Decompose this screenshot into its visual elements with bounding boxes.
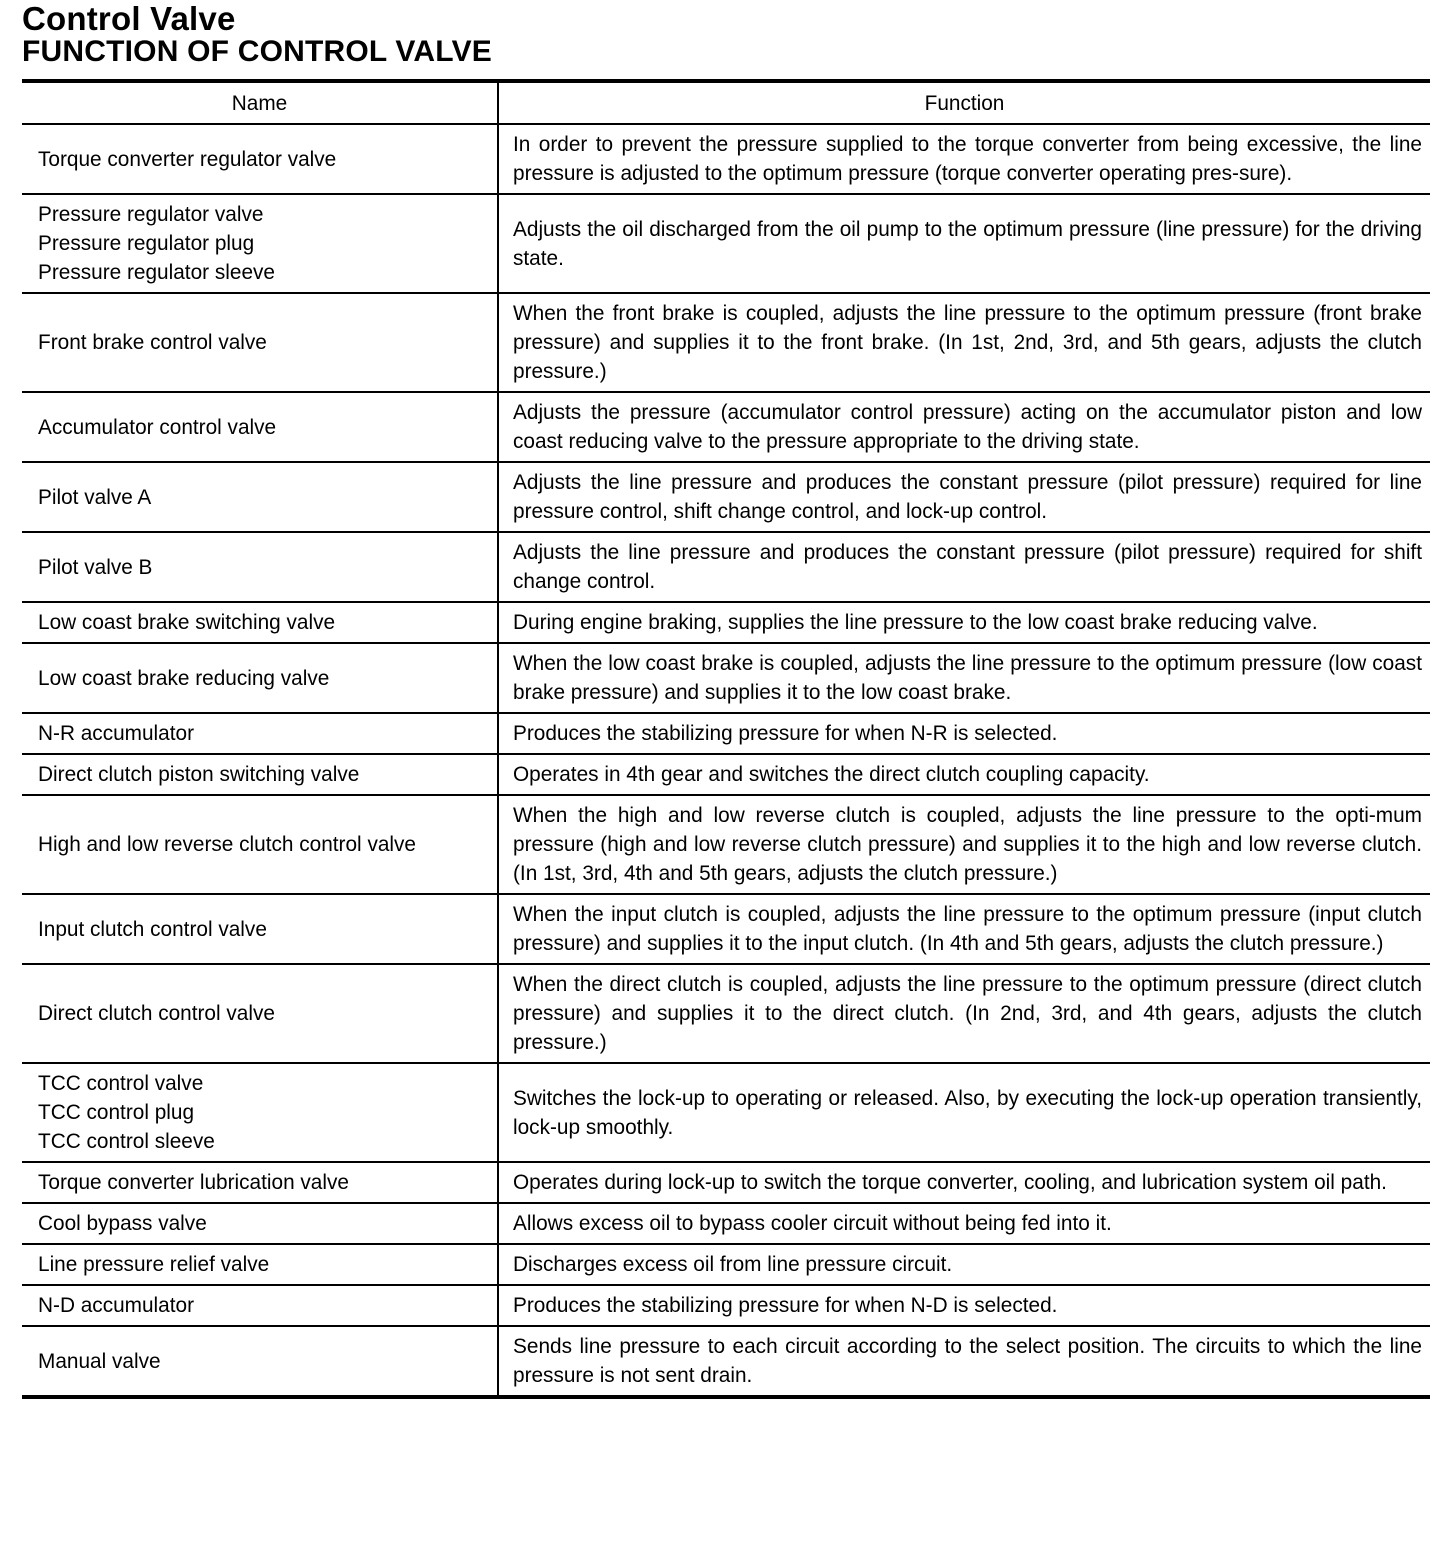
valve-name: TCC control plug	[38, 1101, 195, 1124]
table-row	[22, 964, 1430, 1063]
page-title: Control Valve	[22, 0, 236, 37]
valve-function-cell: Adjusts the oil discharged from the oil pump to the optimum pressure (line pressure) for the driving state.	[498, 194, 1430, 293]
valve-function-cell: When the high and low reverse clutch is coupled, adjusts the line pressure to the opti-mum pressure (high and low reverse clutch pressure) and supplies it to the high and low reverse clutch. (In 1st, 3rd, 4th and 5th gears, adjusts the clutch pressure.)	[498, 795, 1430, 894]
valve-name-cell	[22, 1063, 498, 1162]
valve-name: Direct clutch piston switching valve	[38, 763, 360, 786]
table-row	[22, 1162, 1430, 1203]
valve-name: Pressure regulator sleeve	[38, 261, 275, 284]
valve-function-cell: Operates in 4th gear and switches the direct clutch coupling capacity.	[498, 754, 1430, 795]
valve-name-cell	[22, 124, 498, 194]
table-row	[22, 1326, 1430, 1397]
valve-function-cell: When the direct clutch is coupled, adjusts the line pressure to the optimum pressure (direct clutch pressure) and supplies it to the direct clutch. (In 2nd, 3rd, and 4th gears, adjusts the clutch pressure.)	[498, 964, 1430, 1063]
valve-name: Low coast brake switching valve	[38, 611, 336, 634]
table-row	[22, 194, 1430, 293]
table-row	[22, 894, 1430, 964]
table-body	[22, 124, 1430, 1397]
valve-function-cell: Produces the stabilizing pressure for when N-R is selected.	[498, 713, 1430, 754]
valve-name-cell	[22, 462, 498, 532]
valve-name: Input clutch control valve	[38, 917, 267, 941]
valve-function-cell: When the low coast brake is coupled, adjusts the line pressure to the optimum pressure (low coast brake pressure) and supplies it to the low coast brake.	[498, 643, 1430, 713]
valve-name: Pilot valve A	[38, 485, 152, 509]
valve-name: TCC control valve	[38, 1072, 204, 1095]
valve-name: Torque converter regulator valve	[38, 147, 337, 171]
table-row	[22, 795, 1430, 894]
table-row	[22, 462, 1430, 532]
valve-name: Pressure regulator plug	[38, 232, 255, 255]
table-row	[22, 1244, 1430, 1285]
valve-function-cell: When the front brake is coupled, adjusts the line pressure to the optimum pressure (front brake pressure) and supplies it to the front brake. (In 1st, 2nd, 3rd, and 5th gears, adjusts the clutch pressure.)	[498, 293, 1430, 392]
valve-name: Direct clutch control valve	[38, 1002, 275, 1025]
table-row	[22, 392, 1430, 462]
table-row	[22, 532, 1430, 602]
valve-name-cell	[22, 392, 498, 462]
valve-name: High and low reverse clutch control valve	[38, 833, 416, 856]
valve-name-cell	[22, 713, 498, 754]
valve-function-cell: Adjusts the line pressure and produces the constant pressure (pilot pressure) required for line pressure control, shift change control, and lock-up control.	[498, 462, 1430, 532]
table-row	[22, 602, 1430, 643]
valve-function-cell: Switches the lock-up to operating or released. Also, by executing the lock-up operation transiently, lock-up smoothly.	[498, 1063, 1430, 1162]
valve-name: Pilot valve B	[38, 555, 153, 579]
table-row	[22, 124, 1430, 194]
valve-name: N-D accumulator	[38, 1294, 195, 1317]
valve-name-cell	[22, 1326, 498, 1397]
valve-name: Torque converter lubrication valve	[38, 1171, 349, 1194]
table-row	[22, 754, 1430, 795]
valve-name-cell	[22, 602, 498, 643]
valve-name: Front brake control valve	[38, 331, 267, 354]
valve-function-cell: Produces the stabilizing pressure for when N-D is selected.	[498, 1285, 1430, 1326]
valve-name-cell	[22, 643, 498, 713]
section-title: FUNCTION OF CONTROL VALVE	[22, 35, 492, 68]
valve-name: Low coast brake reducing valve	[38, 666, 330, 690]
valve-function-cell: Operates during lock-up to switch the torque converter, cooling, and lubrication system oil path.	[498, 1162, 1430, 1203]
valve-name-cell	[22, 1203, 498, 1244]
valve-name-cell	[22, 754, 498, 795]
column-header-name: Name	[22, 81, 498, 124]
table-row	[22, 1203, 1430, 1244]
valve-function-cell: Adjusts the line pressure and produces the constant pressure (pilot pressure) required for shift change control.	[498, 532, 1430, 602]
table-header-row	[22, 81, 1430, 124]
valve-function-cell: Sends line pressure to each circuit according to the select position. The circuits to which the line pressure is not sent drain.	[498, 1326, 1430, 1397]
valve-name-cell	[22, 964, 498, 1063]
valve-name-cell	[22, 894, 498, 964]
table-row	[22, 713, 1430, 754]
valve-function-cell: Allows excess oil to bypass cooler circuit without being fed into it.	[498, 1203, 1430, 1244]
valve-name: TCC control sleeve	[38, 1130, 215, 1153]
valve-name: Manual valve	[38, 1349, 161, 1373]
document-page	[22, 0, 1430, 1399]
valve-name: Line pressure relief valve	[38, 1253, 270, 1276]
valve-name-cell	[22, 1285, 498, 1326]
valve-function-cell: Adjusts the pressure (accumulator control pressure) acting on the accumulator piston and low coast reducing valve to the pressure appropriate to the driving state.	[498, 392, 1430, 462]
valve-name-cell	[22, 293, 498, 392]
valve-name-cell	[22, 1162, 498, 1203]
table-row	[22, 1063, 1430, 1162]
table-row	[22, 643, 1430, 713]
valve-function-cell: During engine braking, supplies the line pressure to the low coast brake reducing valve.	[498, 602, 1430, 643]
table-row	[22, 1285, 1430, 1326]
control-valve-function-table	[22, 79, 1430, 1399]
column-header-function: Function	[498, 81, 1430, 124]
valve-name-cell	[22, 532, 498, 602]
valve-function-cell: In order to prevent the pressure supplied to the torque converter from being excessive, the line pressure is adjusted to the optimum pressure (torque converter operating pres-sure).	[498, 124, 1430, 194]
table-row	[22, 293, 1430, 392]
valve-name-cell	[22, 1244, 498, 1285]
valve-name-cell	[22, 194, 498, 293]
valve-function-cell: Discharges excess oil from line pressure circuit.	[498, 1244, 1430, 1285]
valve-name: Cool bypass valve	[38, 1212, 207, 1235]
valve-name: N-R accumulator	[38, 722, 195, 745]
valve-name: Pressure regulator valve	[38, 203, 264, 226]
valve-name-cell	[22, 795, 498, 894]
valve-name: Accumulator control valve	[38, 415, 277, 439]
valve-function-cell: When the input clutch is coupled, adjusts the line pressure to the optimum pressure (input clutch pressure) and supplies it to the input clutch. (In 4th and 5th gears, adjusts the clutch pressure.)	[498, 894, 1430, 964]
